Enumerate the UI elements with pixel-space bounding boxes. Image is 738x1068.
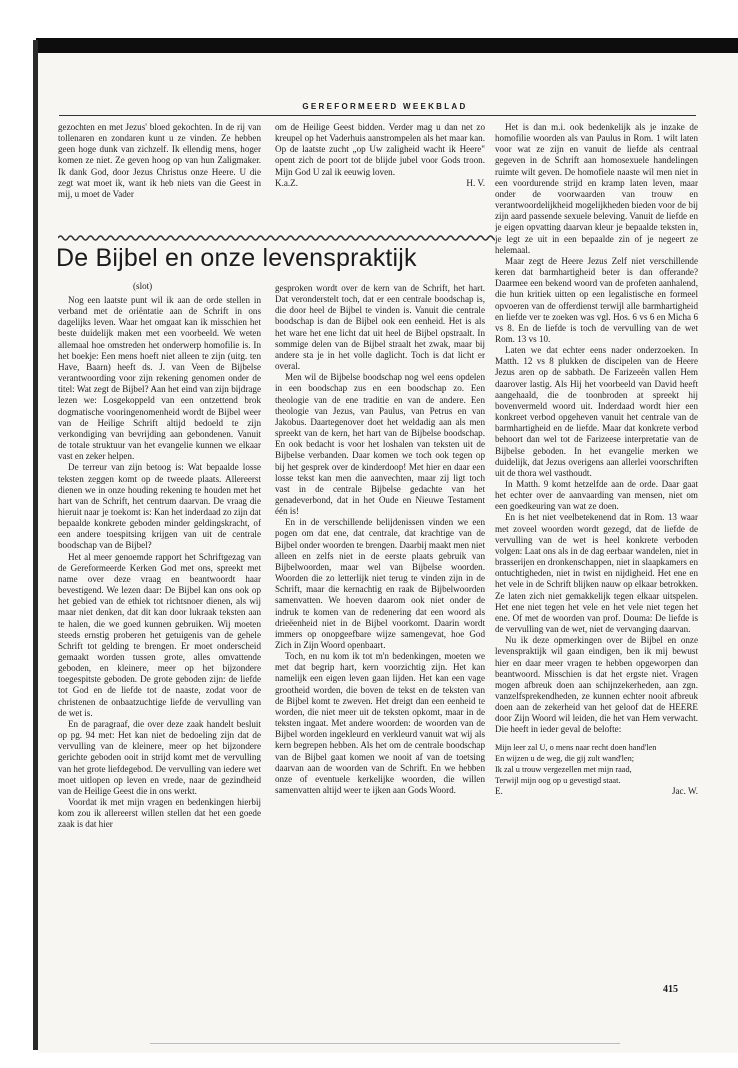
previous-article-column-2: [275, 122, 485, 189]
psalm-verse: [495, 742, 698, 786]
wavy-divider: [58, 234, 495, 242]
col1-paragraph: En de paragraaf, die over deze zaak handelt besluit op pg. 94 met: Het kan niet de bedoeling zijn dat de vervulling van de kleinere, meer op het bijzondere gerichte geboden ooit in strijd komt met de vervulling van het grote liefdegebod. De vervulling van iedere wet moet uitlopen op leven en vrede, naar de gezindheid van de Heilige Geest die in ons werkt.: [58, 718, 261, 796]
previous-article-signature: [275, 178, 485, 189]
article-column-1: [58, 295, 261, 955]
header-rule: [59, 115, 696, 116]
signature-hv: H. V.: [466, 177, 485, 188]
col2-paragraph: gesproken wordt over de kern van de Schrift, het hart. Dat veronderstelt toch, dat er een centrale boodschap is, die door heel de Bijbel te vinden is. Vanuit die centrale boodschap is dan de Bijbel ook een eenheid. Het is als het ware het ene licht dat uit heel de Bijbel opstraalt. In sommige delen van de Bijbel straalt het zwak, maar bij andere sta je in het volle daglicht. Toch is dat licht er overal.: [275, 283, 485, 372]
col2-paragraph: Toch, en nu kom ik tot m'n bedenkingen, moeten we met dat begrip hart, kern voorzichtig zijn. Het kan namelijk een eigen leven gaan lijden. Het kan een vage grootheid worden, die boven de tekst en de teksten van de Bijbel komt te zweven. Het dreigt dan een eenheid te worden, die niet meer uit de teksten opkomt, maar in de teksten ingaat. Met andere woorden: de woorden van de Bijbel worden ingekleurd en verkleurd vanuit wat wij als kern begrepen hebben. Als het om de centrale boodschap van de Bijbel gaat komen we nooit af van de toetsing daarvan aan de woorden van de Schrift. En we hebben onze of eventuele kerkelijke woorden, die willen samenvatten altijd weer te ijken aan Gods Woord.: [275, 651, 485, 796]
previous-article-column-1: [58, 122, 261, 200]
col3-paragraph: En is het niet veelbetekenend dat in Rom. 13 waar met zoveel woorden wordt gezegd, dat de liefde de vervulling van de wet is heel konkrete verboden volgen: Laat ons als in de dag eerbaar wandelen, niet in brasserijen en dronkenschappen, niet in slaapkamers en ontuchtigheden, niet in twist en nijdigheid. Het ene en het vele in de Schrift blijken nauw op elkaar betrokken. Ze laten zich niet gemakkelijk tegen elkaar uitspelen. Het ene niet tegen het vele en het vele niet tegen het ene. Of met de woorden van prof. Douma: De liefde is de vervulling van de wet, niet de vervanging daarvan.: [495, 512, 698, 635]
article-subtitle: (slot): [133, 281, 153, 291]
running-head: GEREFORMEERD WEEKBLAD: [302, 102, 468, 111]
article-column-2: [275, 283, 485, 955]
signature-jac-w: Jac. W.: [671, 785, 698, 796]
col1-paragraph: De terreur van zijn betoog is: Wat bepaalde losse teksten zeggen komt op de tweede plaats. Allereerst dienen we in onze houding rekening te houden met het hart van de Schrift, het centrum daarvan. De vraag die hieruit naar je toekomt is: Kan het inderdaad zo zijn dat bepaalde konkrete geboden minder geldingskracht, of een andere toespitsing krijgen van uit de centrale boodschap van de Bijbel?: [58, 462, 261, 551]
col1-paragraph: Voordat ik met mijn vragen en bedenkingen hierbij kom zou ik allereerst willen stellen dat het een goede zaak is dat hier: [58, 797, 261, 830]
poem-line: En wijzen u de weg, die gij zult wand'len;: [495, 753, 635, 763]
signature-kaz: K.a.Z.: [275, 177, 298, 188]
col3-paragraph: Maar zegt de Heere Jezus Zelf niet verschillende keren dat barmhartigheid beter is dan offerande? Daarmee een bekend woord van de profeten aanhalend, die hun kritiek uitten op een legalistische en formeel opvoeren van de offerdienst terwijl alle barmhartigheid en liefde ver te zoeken was vgl. Hos. 6 vs 6 en Micha 6 vs 8. En de liefde is toch de vervulling van de wet Rom. 13 vs 10.: [495, 255, 698, 344]
poem-line: Terwijl mijn oog op u gevestigd staat.: [495, 775, 621, 785]
col2-paragraph: En in de verschillende belijdenissen vinden we een pogen om dat ene, dat centrale, dat krachtige van de Bijbel onder woorden te brengen. Daarbij maakt men niet alleen en zelfs niet in de eerste plaats gebruik van Bijbelwoorden, maar wel van Bijbelse woorden. Woorden die zo letterlijk niet terug te vinden zijn in de Schrift, maar die kernachtig en raak de Bijbelwoorden samenvatten. We hoeven daarom ook niet onder de indruk te komen van de redenering dat een woord als drieëenheid niet in de Bijbel voorkomt. Daarin wordt immers op onopgeefbare wijze samengevat, hoe God Zich in Zijn Woord openbaart.: [275, 517, 485, 650]
page-number: 415: [663, 984, 678, 995]
article-column-3: [495, 122, 698, 967]
signature-e: E.: [495, 785, 503, 796]
bottom-rule: [150, 1043, 620, 1044]
previous-article-text-1: gezochten en met Jezus' bloed gekochten. In de rij van tollenaren en zondaren kunt u ze vinden. Ze hebben geen hoge dunk van zichzelf. Ik ellendig mens, hoger komen ze niet. Ze geven hoog op van hun Zaligmaker. Ik dank God, door Jezus Christus onze Heere. U die zegt wat moet ik, want ik heb niets van die Geest in mij, u moet de Vader: [58, 122, 261, 199]
col3-paragraph: In Matth. 9 komt hetzelfde aan de orde. Daar gaat het echter over de aanvaarding van mensen, niet om een goedkeuring van wat ze doen.: [495, 479, 698, 512]
poem-line: Mijn leer zal U, o mens naar recht doen hand'len: [495, 742, 657, 752]
article-title: De Bijbel en onze levenspraktijk: [56, 244, 417, 272]
col2-paragraph: Men wil de Bijbelse boodschap nog wel eens opdelen in een boodschap zus en een boodschap zo. Een theologie van de ene traditie en van de andere. Een theologie van Jezus, van Paulus, van Petrus en van Jakobus. Daartegenover doet het weldadig aan als men spreekt van de kern, het hart van de Bijbelse boodschap. En ook bedacht is voor het loshalen van teksten uit de Bijbelse verbanden. Daar komen we toch ook tegen op bij het gesprek over de kinderdoop! Met hier en daar een losse tekst kan men die aanvechten, maar zij ligt toch vast in de centrale Bijbelse gedachte van het genadeverbond, dat in het Oude en Nieuwe Testament één is!: [275, 372, 485, 517]
col1-paragraph: Nog een laatste punt wil ik aan de orde stellen in verband met de oriëntatie aan de Schrift in ons dagelijks leven. Waar het omgaat kan ik misschien het beste duidelijk maken met een voorbeeld. We weten allemaal hoe omstreden het onderwerp homofilie is. In het boekje: Een mens hoeft niet alleen te zijn (uitg. ten Have, Baarn) heeft ds. J. van Veen de Bijbelse verantwoording voor zijn rekening genomen onder de titel: Wat zegt de Bijbel? Aan het eind van zijn bijdrage lezen we: Losgekoppeld van een ontzettend brok dogmatische vooringenomenheid wordt de Bijbel weer van de Heilige Schrift altijd bedoeld te zijn verkondiging van bevrijding aan gebondenen. Vanuit de totale struktuur van het evangelie kunnen we elkaar vast en zeker helpen.: [58, 295, 261, 462]
col1-paragraph: Het al meer genoemde rapport het Schriftgezag van de Gereformeerde Kerken God met ons, spreekt met name over deze vraag en beantwoordt haar bevestigend. We lezen daar: De Bijbel kan ons ook op het gebied van de ethiek tot richtsnoer dienen, als wij maar niet denken, dat dit kan door lukraak teksten aan te halen, die we goed kunnen gebruiken. Wij moeten steeds ernstig proberen het getuigenis van de gehele Schrift tot gelding te brengen. Er moet onderscheid gemaakt worden tussen grote, alles omvattende geboden, en kleinere, meer op het bijzondere toegespitste geboden. De grote geboden zijn: de liefde tot God en de liefde tot de naaste, zodat voor de christenen de onbaatzuchtige liefde de vervulling van de wet is.: [58, 551, 261, 718]
article-signature: [495, 786, 698, 797]
poem-line: Ik zal u trouw vergezellen met mijn raad,: [495, 764, 632, 774]
col3-paragraph: Laten we dat echter eens nader onderzoeken. In Matth. 12 vs 8 plukken de discipelen van de Heere Jezus aren op de sabbath. De Farizeeën vallen Hem daarover lastig. Als Hij het voorbeeld van David heeft aangehaald, die de toonbroden at spreekt hij bovenvermeld woord uit. Inderdaad wordt hier een konkreet verbod opgeheven vanuit het centrale van de barmhartigheid en de liefde. Maar dat konkrete verbod behoort dan wel tot de Farizeese interpretatie van de Bijbelse geboden. In het evangelie merken we duidelijk, dat Jezus overigens aan allerlei voorschriften uit de thora wel vasthoudt.: [495, 345, 698, 478]
previous-article-text-2: om de Heilige Geest bidden. Verder mag u dan net zo kreupel op het Vaderhuis aanstrompelen als het maar kan. Op de laatste zucht „op Uw zaligheid wacht ik Heere" opent zich de poort tot de blijde jubel voor Gods troon. Mijn God U zal ik eeuwig loven.: [275, 122, 485, 177]
col3-paragraph: Nu ik deze opmerkingen over de Bijbel en onze levenspraktijk wil gaan eindigen, ben ik mij bewust hier en daar meer vragen te hebben opgeworpen dan beantwoord. Misschien is dat het ergste niet. Vragen mogen afbreuk doen aan schijnzekerheden, aan zgn. vanzelfsprekendheden, ze kunnen echter nooit afbreuk doen aan de zekerheid van het geloof dat de HEERE door Zijn Woord wil leiden, die het van Hem verwacht. Die heeft in ieder geval de belofte:: [495, 635, 698, 735]
page-top-border: [36, 38, 738, 53]
col3-paragraph: Het is dan m.i. ook bedenkelijk als je inzake de homofilie woorden als van Paulus in Rom. 1 wilt laten voor wat ze zijn en vanuit de liefde als centraal gegeven in de Schrift aan homosexuele handelingen ruimte wilt geven. De homofiele naaste wil men niet in een voordurende strijd en kramp laten leven, maar onder de voorwaarden van trouw en verantwoordelijkheid mogelijkheden bieden voor de bij zijn aard passende sexuele beleving. Vanuit de liefde en je eigen opvatting daarvan kleur je bepaalde teksten in, je legt ze uit in een bepaalde zin of je negeert ze helemaal.: [495, 122, 698, 255]
